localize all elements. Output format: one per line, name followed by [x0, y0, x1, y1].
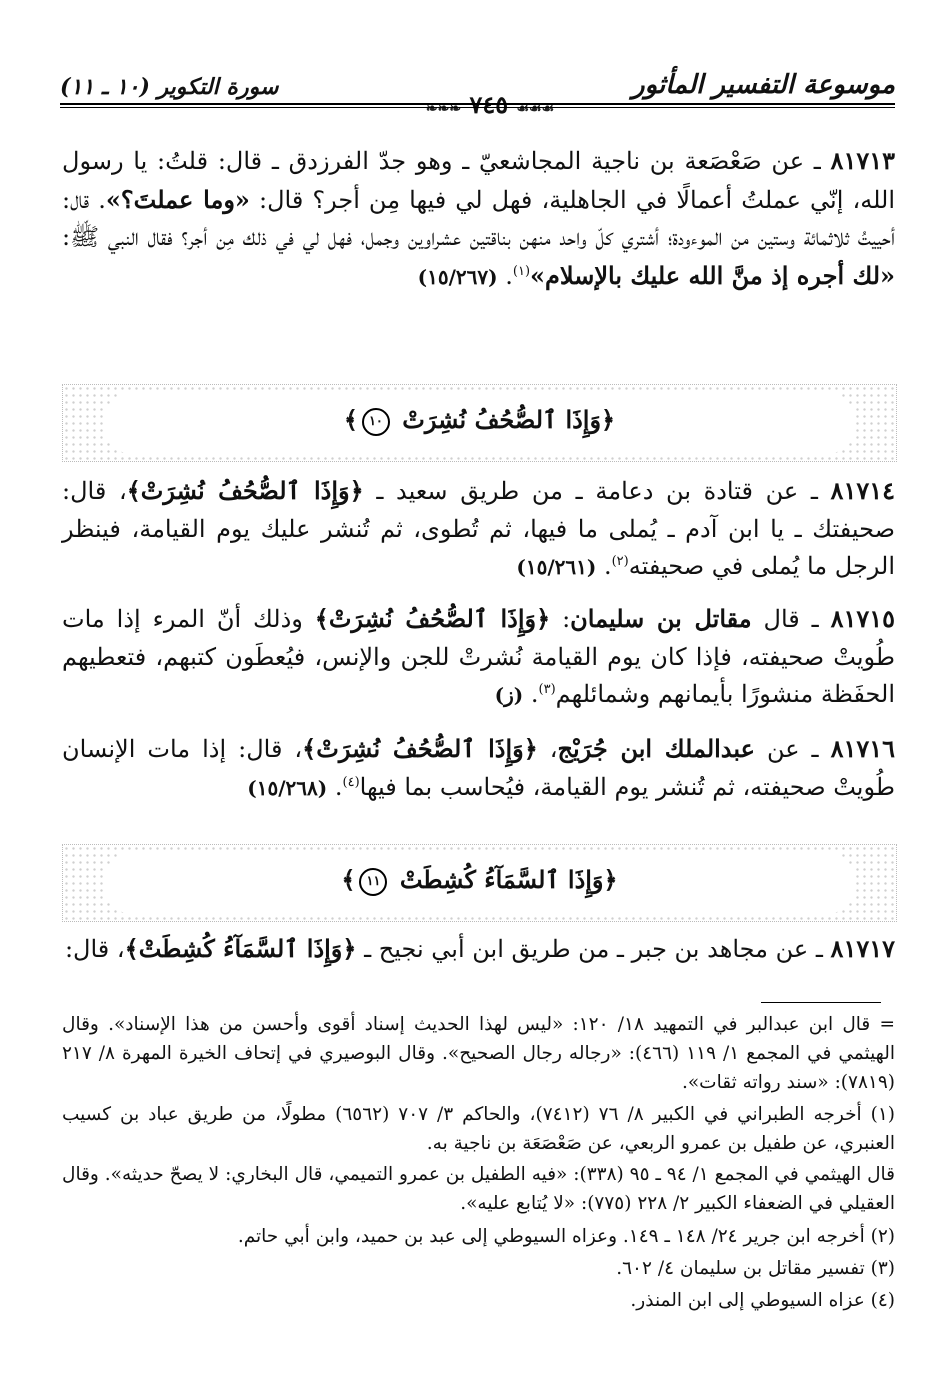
header-rule	[60, 103, 895, 105]
footnote-marker: (١)	[512, 263, 531, 279]
narration-81714: ٨١٧١٤ ـ عن قتادة بن دعامة ـ من طريق سعيد ـ ﴿وَإِذَا ٱلصُّحُفُ نُشِرَتْ﴾، قال: صحيفتك ـ يا ابن آدم ـ يُملى ما فيها، ثم تُطوى، ثم تُنشر عليك يوم القيامة، فينظر الرجل ما يُملى في صحيفته$^{(٢)}$. (١٥/٢٦١)	[62, 476, 895, 580]
narration-81715: ٨١٧١٥ ـ قال مقاتل بن سليمان: ﴿وَإِذَا ٱلصُّحُفُ نُشِرَتْ﴾ وذلك أنّ المرء إذا مات طُويتْ صحيفته، فإذا كان يوم القيامة نُشرتْ للجن والإنس، فيُعطَون كتبهم، فتعطيهم الحفَظة منشورًا بأيمانهم وشمائلهم$^{(٣)}$. (ز)	[62, 604, 896, 708]
footnote-2: (٢) أخرجه ابن جرير ٢٤/ ١٤٨ ـ ١٤٩. وعزاه السيوطي إلى عبد بن حميد، وابن أبي حاتم.	[237, 1226, 895, 1247]
narration-81713: ٨١٧١٣ ـ عن صَعْصَعة بن ناجية المجاشعيّ ـ وهو جدّ الفرزدق ـ قال: قلتُ: يا رسول الله، إنّي عملتُ أعمالًا في الجاهلية، فهل لي فيها مِن أجر؟ قال: «وما عملتَ؟». قال: أحييتُ ثلاثمائة وستين من الموءودة؛ أشتري كلّ واحد منهن بناقتين عشراوين وجمل، فهل لي في ذلك مِن أجر؟ فقال النبي ﷺ: «لك أجره إذ منَّ الله عليك بالإسلام»$^{(١)}$. (١٥/٢٦٧)	[62, 146, 896, 290]
verse-banner-10	[62, 384, 897, 462]
ornament-right-icon: ☙☙☙	[516, 101, 555, 117]
footnote-1: (١) أخرجه الطبراني في الكبير ٨/ ٧٦ (٧٤١٢)، والحاكم ٣/ ٧٠٧ (٦٥٦٢) مطولًا، من طريق عباد بن كسيب العنبري، عن طفيل بن عمرو الربعي، عن صَعْصَعَة بن ناجية به.	[62, 1104, 895, 1154]
verse-text: ﴿وَإِذَا ٱلسَّمَآءُ كُشِطَتْ ١١﴾	[341, 865, 618, 894]
footnote-4: (٤) عزاه السيوطي إلى ابن المنذر.	[630, 1290, 895, 1311]
header-rule-thin	[60, 107, 895, 108]
footnote-marker: (٤)	[342, 774, 360, 790]
footnote-marker: (٢)	[611, 554, 629, 569]
volume-reference: (١٥/٢٦١)	[516, 555, 597, 579]
ayah-number-icon: ١٠	[362, 408, 390, 436]
verse-text: ﴿وَإِذَا ٱلصُّحُفُ نُشِرَتْ ١٠﴾	[343, 405, 616, 434]
volume-reference: (١٥/٢٦٨)	[247, 775, 328, 800]
page-number: ❧❧❧ ٧٤٥ ☙☙☙	[425, 90, 555, 119]
volume-reference: (١٥/٢٦٧)	[417, 264, 498, 289]
book-title: موسوعة التفسير المأثور	[632, 70, 895, 100]
ornament-left-icon: ❧❧❧	[425, 101, 462, 117]
verse-banner-11	[62, 844, 897, 922]
ayah-number-icon: ١١	[359, 868, 387, 896]
footnote-divider	[761, 1002, 881, 1003]
surah-reference: سورة التكوير (١٠ ـ ١١)	[60, 74, 279, 100]
volume-reference: (ز)	[494, 683, 524, 707]
footnote-1-continued: قال الهيثمي في المجمع ١/ ٩٤ ـ ٩٥ (٣٣٨): «فيه الطفيل بن عمرو التميمي، قال البخاري: لا يصحّ حديثه». وقال العقيلي في الضعفاء الكبير ٢/ ٢٢٨ (٧٧٥): «لا يُتابع عليه».	[62, 1164, 896, 1214]
footnote-3: (٣) تفسير مقاتل بن سليمان ٤/ ٦٠٢.	[616, 1258, 895, 1279]
footnote-marker: (٣)	[538, 682, 556, 697]
footnote-continued: = قال ابن عبدالبر في التمهيد ١٨/ ١٢٠: «ليس لهذا الحديث إسناد أقوى وأحسن من هذا الإسناد». وقال الهيثمي في المجمع ١/ ١١٩ (٤٦٦): «رجاله رجال الصحيح». وقال البوصيري في إتحاف الخيرة المهرة ٨/ ٢١٧ (٧٨١٩): «سند رواته ثقات».	[62, 1014, 895, 1093]
narration-81716: ٨١٧١٦ ـ عن عبدالملك ابن جُرَيْج، ﴿وَإِذَا ٱلصُّحُفُ نُشِرَتْ﴾، قال: إذا مات الإنسان طُويتْ صحيفته، ثم تُنشر يوم القيامة، فيُحاسب بما فيها$^{(٤)}$. (١٥/٢٦٨)	[62, 734, 896, 801]
narration-81717: ٨١٧١٧ ـ عن مجاهد بن جبر ـ من طريق ابن أبي نجيح ـ ﴿وَإِذَا ٱلسَّمَآءُ كُشِطَتْ﴾، قال:	[64, 934, 895, 963]
